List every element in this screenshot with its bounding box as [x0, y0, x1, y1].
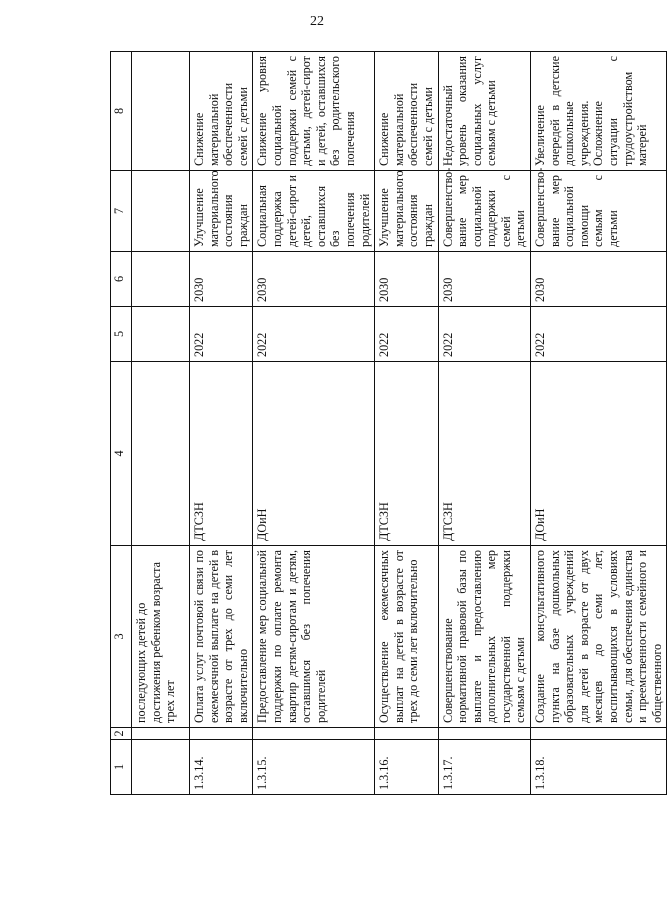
header-col-8: 8 [111, 52, 132, 171]
table-row [190, 52, 253, 795]
start-year: 2022 [438, 307, 531, 362]
expected-result: Совершенство-вание мер социальной помощи семьям с детьми [531, 171, 667, 252]
table-row [253, 52, 375, 795]
executor [132, 362, 190, 546]
start-year: 2022 [375, 307, 438, 362]
rotated-table-frame [110, 52, 664, 795]
row-number [132, 740, 190, 795]
row-number: 1.3.17. [438, 740, 531, 795]
start-year [132, 307, 190, 362]
row-number: 1.3.15. [253, 740, 375, 795]
start-year: 2022 [190, 307, 253, 362]
risk-consequence: Увеличение очередей в детские дошкольные учреждения. Осложнение ситуации с трудоустройством матерей [531, 52, 667, 171]
header-col-5: 5 [111, 307, 132, 362]
end-year: 2030 [531, 252, 667, 307]
row-col-2 [253, 728, 375, 740]
measures-table [110, 51, 667, 795]
risk-consequence: Снижение материальной обеспеченности семей с детьми [375, 52, 438, 171]
risk-consequence: Снижение уровня социальной поддержки семей с детьми, детей-сирот и детей, оставшихся без родительского попечения [253, 52, 375, 171]
start-year: 2022 [253, 307, 375, 362]
measure-text: Предоставление мер социальной поддержки по оплате ремонта квартир детям-сиротам и детям, оставшимся без попечения родителей [253, 546, 375, 728]
executor: ДОиН [531, 362, 667, 546]
risk-consequence [132, 52, 190, 171]
header-col-4: 4 [111, 362, 132, 546]
table-row [531, 52, 667, 795]
row-col-2 [375, 728, 438, 740]
measure-text: Осуществление ежемесячных выплат на детей в возрасте от трех до семи лет включительно [375, 546, 438, 728]
end-year: 2030 [438, 252, 531, 307]
row-number: 1.3.18. [531, 740, 667, 795]
header-col-3: 3 [111, 546, 132, 728]
table-rotation-wrapper [110, 52, 664, 795]
row-number: 1.3.16. [375, 740, 438, 795]
executor: ДТСЗН [438, 362, 531, 546]
measure-text: Оплата услуг почтовой связи по ежемесячной выплате на детей в возрасте от трех до семи лет включительно [190, 546, 253, 728]
header-col-7: 7 [111, 171, 132, 252]
header-col-2: 2 [111, 728, 132, 740]
measure-text: Совершенствование нормативной правовой базы по выплате и предоставлению дополнительных мер государственной поддержки семьям с детьми [438, 546, 531, 728]
row-col-2 [531, 728, 667, 740]
end-year: 2030 [375, 252, 438, 307]
executor: ДТСЗН [375, 362, 438, 546]
row-col-2 [132, 728, 190, 740]
expected-result: Улучшение материального состояния граждан [375, 171, 438, 252]
table-row [438, 52, 531, 795]
row-col-2 [438, 728, 531, 740]
risk-consequence: Снижение материальной обеспеченности семей с детьми [190, 52, 253, 171]
start-year: 2022 [531, 307, 667, 362]
executor: ДОиН [253, 362, 375, 546]
expected-result: Социальная поддержка детей-сирот и детей, оставшихся без попечения родителей [253, 171, 375, 252]
row-col-2 [190, 728, 253, 740]
header-col-1: 1 [111, 740, 132, 795]
table-row [132, 52, 190, 795]
risk-consequence: Недостаточный уровень оказания социальных услуг семьям с детьми [438, 52, 531, 171]
measure-text: Создание консультативного пункта на базе дошкольных образовательных учреждений для детей в возрасте от двух месяцев до семи лет, воспитывающихся в условиях семьи, для обеспечения единства и преемственности семейного и общественного [531, 546, 667, 728]
table-row [375, 52, 438, 795]
header-row [111, 52, 132, 795]
expected-result: Улучшение материального состояния граждан [190, 171, 253, 252]
end-year [132, 252, 190, 307]
header-col-6: 6 [111, 252, 132, 307]
executor: ДТСЗН [190, 362, 253, 546]
end-year: 2030 [253, 252, 375, 307]
end-year: 2030 [190, 252, 253, 307]
measure-text: последующих детей до достижения ребенком возраста трех лет [132, 546, 190, 728]
expected-result: Совершенство-вание мер социальной поддержки семей с детьми [438, 171, 531, 252]
row-number: 1.3.14. [190, 740, 253, 795]
expected-result [132, 171, 190, 252]
page-number: 22 [310, 14, 324, 29]
